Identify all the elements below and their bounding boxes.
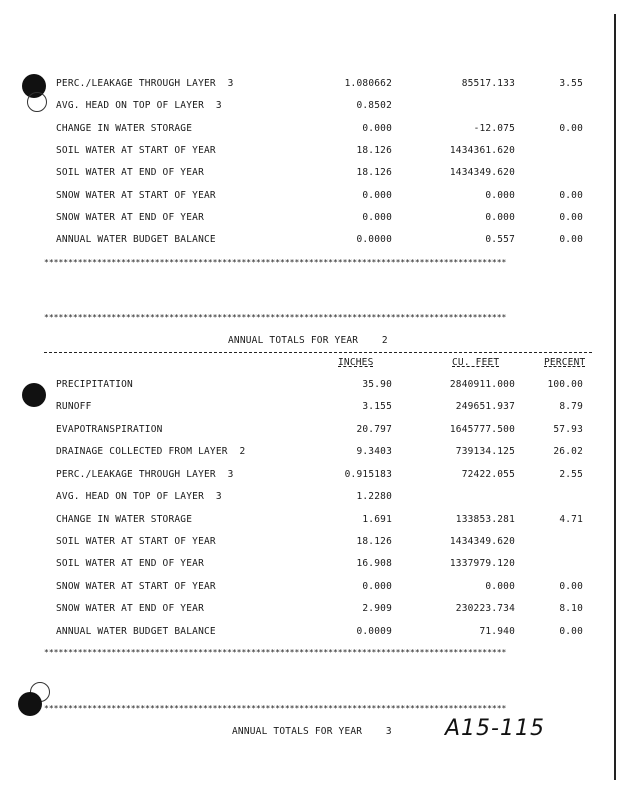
asterisk-separator: ************************************************************************************************ — [44, 313, 507, 322]
inches-value: 0.915183 — [344, 469, 392, 480]
row-label: CHANGE IN WATER STORAGE — [56, 123, 193, 134]
inches-value: 0.000 — [362, 190, 392, 201]
cuft-value: 1337979.120 — [449, 558, 515, 569]
table-row — [0, 603, 641, 617]
table-row — [0, 212, 641, 226]
table-row — [0, 581, 641, 595]
cuft-value: 0.000 — [485, 190, 515, 201]
row-label: DRAINAGE COLLECTED FROM LAYER 2 — [56, 446, 246, 457]
row-label: SOIL WATER AT END OF YEAR — [56, 558, 204, 569]
percent-value: 8.10 — [559, 603, 583, 614]
row-label: SNOW WATER AT END OF YEAR — [56, 212, 204, 223]
cuft-value: 0.000 — [485, 581, 515, 592]
table-row — [0, 167, 641, 181]
inches-value: 3.155 — [362, 401, 392, 412]
cuft-value: 1434349.620 — [449, 167, 515, 178]
inches-value: 0.000 — [362, 212, 392, 223]
table-row — [0, 514, 641, 528]
table-row — [0, 78, 641, 92]
percent-value: 3.55 — [559, 78, 583, 89]
percent-value: 57.93 — [553, 424, 583, 435]
inches-value: 0.000 — [362, 123, 392, 134]
cuft-value: 72422.055 — [461, 469, 515, 480]
table-row — [0, 446, 641, 460]
percent-value: 0.00 — [559, 123, 583, 134]
table-row — [0, 536, 641, 550]
hole-punch — [18, 692, 42, 716]
cuft-value: 1434349.620 — [449, 536, 515, 547]
inches-value: 0.0009 — [356, 626, 392, 637]
cuft-value: 1645777.500 — [449, 424, 515, 435]
table-row — [0, 491, 641, 505]
row-label: ANNUAL WATER BUDGET BALANCE — [56, 234, 216, 245]
inches-value: 1.691 — [362, 514, 392, 525]
inches-value: 16.908 — [356, 558, 392, 569]
percent-value: 26.02 — [553, 446, 583, 457]
handwritten-note: A15-115 — [445, 716, 545, 741]
percent-value: 0.00 — [559, 581, 583, 592]
cuft-value: 739134.125 — [455, 446, 515, 457]
table-row — [0, 469, 641, 483]
header-divider — [44, 352, 592, 353]
inches-value: 35.90 — [362, 379, 392, 390]
cuft-value: 85517.133 — [461, 78, 515, 89]
row-label: PERC./LEAKAGE THROUGH LAYER 3 — [56, 78, 234, 89]
row-label: SNOW WATER AT END OF YEAR — [56, 603, 204, 614]
cuft-value: 1434361.620 — [449, 145, 515, 156]
row-label: EVAPOTRANSPIRATION — [56, 424, 163, 435]
percent-value: 2.55 — [559, 469, 583, 480]
cuft-value: -12.075 — [473, 123, 515, 134]
column-header-percent: PERCENT — [544, 357, 586, 368]
row-label: ANNUAL WATER BUDGET BALANCE — [56, 626, 216, 637]
percent-value: 100.00 — [547, 379, 583, 390]
row-label: SOIL WATER AT END OF YEAR — [56, 167, 204, 178]
section2-title: ANNUAL TOTALS FOR YEAR 2 — [228, 335, 388, 346]
percent-value: 4.71 — [559, 514, 583, 525]
inches-value: 18.126 — [356, 167, 392, 178]
row-label: SOIL WATER AT START OF YEAR — [56, 145, 216, 156]
inches-value: 2.909 — [362, 603, 392, 614]
row-label: RUNOFF — [56, 401, 92, 412]
table-row — [0, 123, 641, 137]
table-row — [0, 401, 641, 415]
cuft-value: 230223.734 — [455, 603, 515, 614]
column-header-inches: INCHES — [338, 357, 374, 368]
cuft-value: 249651.937 — [455, 401, 515, 412]
row-label: CHANGE IN WATER STORAGE — [56, 514, 193, 525]
inches-value: 1.2280 — [356, 491, 392, 502]
inches-value: 0.0000 — [356, 234, 392, 245]
percent-value: 0.00 — [559, 190, 583, 201]
asterisk-separator: ************************************************************************************************ — [44, 704, 507, 713]
table-row — [0, 145, 641, 159]
percent-value: 0.00 — [559, 234, 583, 245]
asterisk-separator: ************************************************************************************************ — [44, 648, 507, 657]
table-row — [0, 234, 641, 248]
inches-value: 0.8502 — [356, 100, 392, 111]
inches-value: 9.3403 — [356, 446, 392, 457]
table-row — [0, 100, 641, 114]
inches-value: 20.797 — [356, 424, 392, 435]
section3-title: ANNUAL TOTALS FOR YEAR 3 — [232, 726, 392, 737]
row-label: PERC./LEAKAGE THROUGH LAYER 3 — [56, 469, 234, 480]
table-row — [0, 558, 641, 572]
inches-value: 18.126 — [356, 145, 392, 156]
inches-value: 18.126 — [356, 536, 392, 547]
table-row — [0, 190, 641, 204]
percent-value: 0.00 — [559, 212, 583, 223]
column-header-cuft: CU. FEET — [452, 357, 500, 368]
percent-value: 8.79 — [559, 401, 583, 412]
row-label: SOIL WATER AT START OF YEAR — [56, 536, 216, 547]
cuft-value: 0.000 — [485, 212, 515, 223]
cuft-value: 133853.281 — [455, 514, 515, 525]
row-label: SNOW WATER AT START OF YEAR — [56, 190, 216, 201]
cuft-value: 71.940 — [479, 626, 515, 637]
asterisk-separator: ************************************************************************************************ — [44, 258, 507, 267]
row-label: PRECIPITATION — [56, 379, 133, 390]
percent-value: 0.00 — [559, 626, 583, 637]
table-row — [0, 379, 641, 393]
table-row — [0, 626, 641, 640]
row-label: AVG. HEAD ON TOP OF LAYER 3 — [56, 100, 222, 111]
row-label: SNOW WATER AT START OF YEAR — [56, 581, 216, 592]
cuft-value: 0.557 — [485, 234, 515, 245]
table-row — [0, 424, 641, 438]
inches-value: 0.000 — [362, 581, 392, 592]
row-label: AVG. HEAD ON TOP OF LAYER 3 — [56, 491, 222, 502]
cuft-value: 2840911.000 — [449, 379, 515, 390]
inches-value: 1.080662 — [344, 78, 392, 89]
